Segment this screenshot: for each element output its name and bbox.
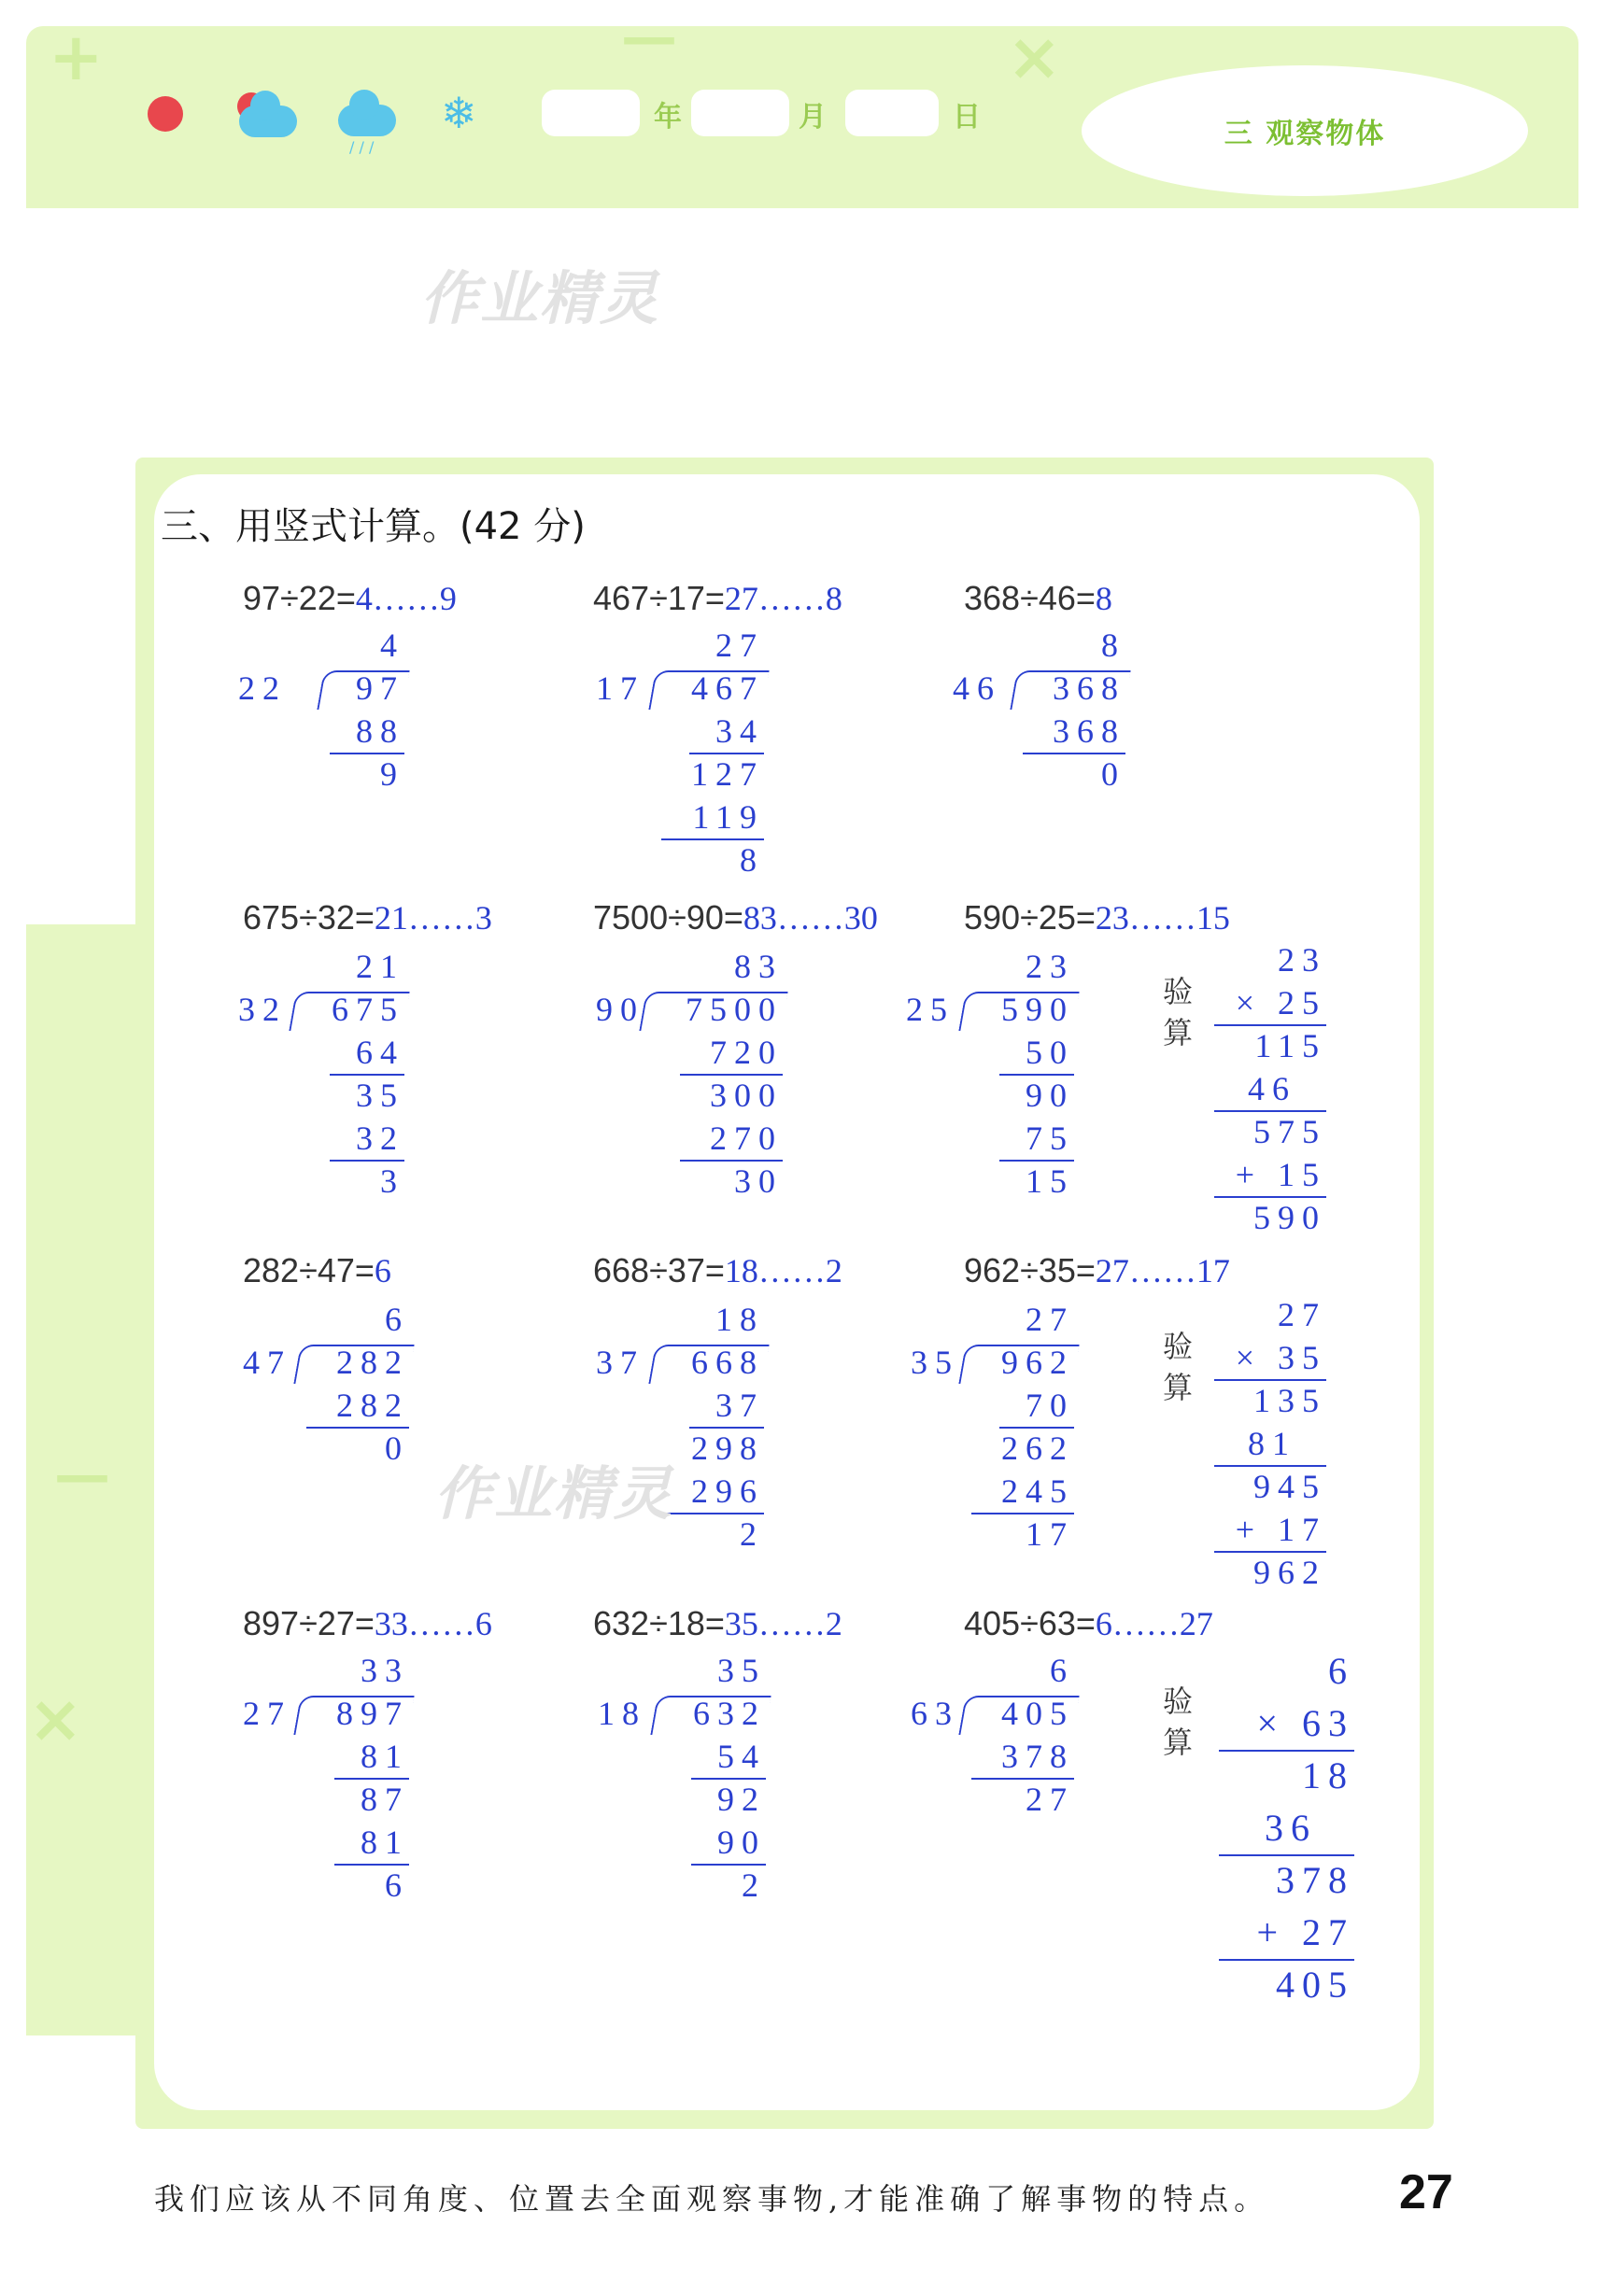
verification-row: 6 <box>1328 1650 1354 1692</box>
verification-row: 590 <box>1253 1199 1326 1236</box>
long-division-3 <box>953 624 1125 904</box>
month-field[interactable] <box>691 90 789 136</box>
quotient: 6 <box>385 1301 409 1338</box>
work-row: 119 <box>692 798 764 836</box>
quotient: 21 <box>356 948 404 985</box>
plus-decoration: + <box>49 19 104 95</box>
long-division-4 <box>238 945 404 1225</box>
long-division-2 <box>596 624 764 904</box>
long-division-7 <box>243 1298 409 1578</box>
work-row: 27 <box>1026 1781 1074 1818</box>
division-bracket <box>293 1345 414 1384</box>
work-row: 92 <box>717 1781 766 1818</box>
month-label: 月 <box>799 101 827 134</box>
work-row: 32 <box>356 1120 404 1157</box>
chapter-badge <box>1082 65 1528 196</box>
work-row: 37 <box>715 1387 764 1424</box>
work-row: 34 <box>715 712 764 750</box>
problem-2: 467÷17=27……8 <box>593 579 842 617</box>
long-division-10 <box>243 1649 409 1929</box>
divisor: 63 <box>911 1695 959 1732</box>
verification-row: 27 <box>1278 1296 1326 1333</box>
divisor: 17 <box>596 669 644 707</box>
work-row: 54 <box>717 1738 766 1775</box>
division-bracket <box>958 1696 1079 1735</box>
work-row: 368 <box>1053 712 1125 750</box>
division-bracket <box>648 1345 769 1384</box>
long-division-1 <box>238 624 404 904</box>
division-bracket <box>289 992 409 1031</box>
quotient: 23 <box>1026 948 1074 985</box>
dividend: 962 <box>1001 1344 1074 1381</box>
partly-cloudy-icon <box>233 89 299 135</box>
dividend: 668 <box>691 1344 764 1381</box>
verification-row: 575 <box>1253 1113 1326 1150</box>
work-row: 0 <box>385 1430 409 1467</box>
problem-10: 897÷27=33……6 <box>243 1604 492 1642</box>
section-heading: 三、用竖式计算。(42 分) <box>161 505 586 548</box>
division-bracket <box>1010 670 1130 710</box>
chapter-title: 三 观察物体 <box>1224 118 1386 150</box>
work-row: 245 <box>1001 1472 1074 1510</box>
work-row: 270 <box>710 1120 783 1157</box>
long-division-8 <box>596 1298 764 1578</box>
work-row: 300 <box>710 1077 783 1114</box>
long-division-5 <box>596 945 783 1225</box>
work-row: 81 <box>361 1738 409 1775</box>
verification-row: × 35 <box>1235 1339 1326 1376</box>
verification-row: 945 <box>1253 1468 1326 1505</box>
rain-icon: / / / <box>336 93 402 149</box>
problem-3: 368÷46=8 <box>964 579 1112 617</box>
problem-4: 675÷32=21……3 <box>243 898 492 937</box>
problem-5: 7500÷90=83……30 <box>593 898 878 937</box>
long-division-6 <box>906 945 1074 1225</box>
long-division-9 <box>911 1298 1074 1578</box>
dividend: 368 <box>1053 669 1125 707</box>
footer-quote: 我们应该从不同角度、位置去全面观察事物,才能准确了解事物的特点。 <box>154 2181 1270 2217</box>
quotient: 4 <box>380 627 404 664</box>
divisor: 46 <box>953 669 1001 707</box>
dividend: 282 <box>336 1344 409 1381</box>
verification-row: 81 <box>1248 1425 1296 1462</box>
work-row: 87 <box>361 1781 409 1818</box>
verification-label-1: 验算 <box>1163 974 1194 1050</box>
work-row: 2 <box>742 1866 766 1904</box>
work-row: 9 <box>380 755 404 793</box>
dividend: 7500 <box>686 991 783 1028</box>
division-bracket <box>958 992 1079 1031</box>
divisor: 25 <box>906 991 955 1028</box>
work-row: 88 <box>356 712 404 750</box>
verification-row: 46 <box>1248 1070 1296 1107</box>
snow-icon: ❄ <box>441 88 477 138</box>
dividend: 675 <box>332 991 404 1028</box>
work-row: 30 <box>734 1162 783 1200</box>
work-row: 35 <box>356 1077 404 1114</box>
year-field[interactable] <box>542 90 640 136</box>
division-bracket <box>317 670 409 710</box>
divisor: 35 <box>911 1344 959 1381</box>
work-row: 50 <box>1026 1034 1074 1071</box>
work-row: 90 <box>1026 1077 1074 1114</box>
work-row: 127 <box>691 755 764 793</box>
dividend: 467 <box>691 669 764 707</box>
dividend: 97 <box>356 669 404 707</box>
divisor: 27 <box>243 1695 291 1732</box>
work-row: 75 <box>1026 1120 1074 1157</box>
division-bracket <box>650 1696 771 1735</box>
verification-row: 36 <box>1265 1807 1317 1849</box>
divisor: 37 <box>596 1344 644 1381</box>
verification-row: 378 <box>1276 1859 1354 1901</box>
cross-decoration-side: × <box>28 1681 83 1757</box>
minus-decoration-side: — <box>54 1443 110 1508</box>
quotient: 33 <box>361 1652 409 1689</box>
quotient: 18 <box>715 1301 764 1338</box>
day-label: 日 <box>953 101 981 134</box>
verification-row: 18 <box>1302 1754 1354 1796</box>
verification-row: + 17 <box>1235 1511 1326 1548</box>
divisor: 18 <box>598 1695 646 1732</box>
quotient: 6 <box>1050 1652 1074 1689</box>
problem-9: 962÷35=27……17 <box>964 1251 1230 1289</box>
dividend: 632 <box>693 1695 766 1732</box>
quotient: 8 <box>1101 627 1125 664</box>
problem-7: 282÷47=6 <box>243 1251 391 1289</box>
work-row: 81 <box>361 1824 409 1861</box>
verification-label-2: 验算 <box>1163 1329 1194 1405</box>
quotient: 83 <box>734 948 783 985</box>
verification-row: 962 <box>1253 1554 1326 1591</box>
verification-3 <box>1219 1645 1354 2006</box>
year-label: 年 <box>654 101 682 134</box>
verification-row: × 63 <box>1256 1702 1354 1744</box>
problem-12: 405÷63=6……27 <box>964 1604 1213 1642</box>
work-row: 0 <box>1101 755 1125 793</box>
problem-6: 590÷25=23……15 <box>964 898 1230 937</box>
verification-row: 23 <box>1278 941 1326 979</box>
work-row: 282 <box>336 1387 409 1424</box>
work-row: 8 <box>740 841 764 879</box>
work-row: 296 <box>691 1472 764 1510</box>
verification-row: 405 <box>1276 1964 1354 2006</box>
divisor: 47 <box>243 1344 291 1381</box>
watermark-middle: 作业精灵 <box>434 1459 674 1528</box>
cross-decoration: × <box>1007 19 1062 95</box>
divisor: 32 <box>238 991 287 1028</box>
problem-1: 97÷22=4……9 <box>243 579 457 617</box>
work-row: 6 <box>385 1866 409 1904</box>
work-row: 90 <box>717 1824 766 1861</box>
verification-1 <box>1214 938 1326 1247</box>
work-row: 15 <box>1026 1162 1074 1200</box>
division-bracket <box>648 670 769 710</box>
work-row: 262 <box>1001 1430 1074 1467</box>
work-row: 64 <box>356 1034 404 1071</box>
work-row: 2 <box>740 1515 764 1553</box>
problem-8: 668÷37=18……2 <box>593 1251 842 1289</box>
watermark-top: 作业精灵 <box>420 264 660 332</box>
verification-row: 115 <box>1254 1027 1326 1064</box>
divisor: 22 <box>238 669 287 707</box>
sunny-icon <box>148 96 183 132</box>
work-row: 720 <box>710 1034 783 1071</box>
page-number: 27 <box>1399 2165 1453 2219</box>
work-row: 17 <box>1026 1515 1074 1553</box>
verification-row: + 27 <box>1256 1911 1354 1953</box>
problem-11: 632÷18=35……2 <box>593 1604 842 1642</box>
work-row: 378 <box>1001 1738 1074 1775</box>
work-row: 70 <box>1026 1387 1074 1424</box>
work-row: 3 <box>380 1162 404 1200</box>
day-field[interactable] <box>845 90 939 136</box>
quotient: 27 <box>715 627 764 664</box>
dividend: 405 <box>1001 1695 1074 1732</box>
verification-2 <box>1214 1293 1326 1601</box>
quotient: 27 <box>1026 1301 1074 1338</box>
minus-decoration: — <box>621 5 677 70</box>
division-bracket <box>639 992 787 1031</box>
work-row: 298 <box>691 1430 764 1467</box>
division-bracket <box>958 1345 1079 1384</box>
verification-row: + 15 <box>1235 1156 1326 1193</box>
verification-row: 135 <box>1253 1382 1326 1419</box>
long-division-11 <box>598 1649 766 1929</box>
dividend: 590 <box>1001 991 1074 1028</box>
quotient: 35 <box>717 1652 766 1689</box>
verification-label-3: 验算 <box>1163 1683 1194 1760</box>
long-division-12 <box>911 1649 1074 1929</box>
dividend: 897 <box>336 1695 409 1732</box>
verification-row: × 25 <box>1235 984 1326 1021</box>
division-bracket <box>293 1696 414 1735</box>
divisor: 90 <box>596 991 644 1028</box>
